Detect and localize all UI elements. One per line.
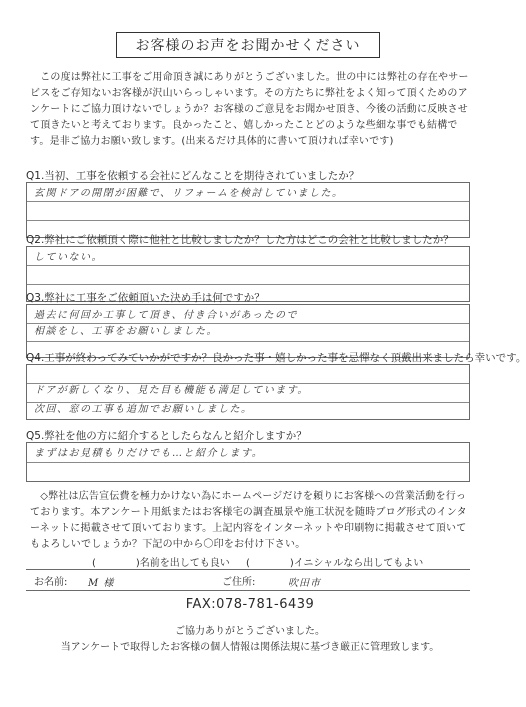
answer-3-line-2: 相談をし、工事をお願いしました。 [34,326,218,337]
publication-notice: ◇弊社は広告宣伝費を極力かけない為にホームページだけを頼りにお客様への営業活動を行っております。本アンケート用紙またはお客様宅の調査風景や施工状況を随時ブログ形式のインターネットに掲載させて頂いております。上記内容をインターネットや印刷物に掲載させて頂いてもよろしいでしょうか？下記の中から〇印をお付け下さい。 [30,491,467,550]
thanks-text: ご協力ありがとうございました。 [175,626,325,637]
customer-info-row [26,569,470,591]
option-initial-only[interactable]: ( )イニシャルなら出してもよい [246,558,424,569]
survey-title: お客様のお声をお聞かせください [135,38,361,54]
answer-4-line-2: 次回、窓の工事も追加でお願いしました。 [34,404,253,415]
option-name-ok[interactable]: ( )名前を出しても良い [92,558,230,569]
survey-title-box [116,32,380,58]
privacy-text: 当アンケートで取得したお客様の個人情報は関係法規に基づき厳正に管理致します。 [60,642,440,653]
fax-number: FAX:078-781-6439 [185,597,315,612]
answer-3-line-1: 過去に何回か工事して頂き、付き合いがあったので [34,310,298,321]
answer-4-line-1: ドアが新しくなり、見た目も機能も満足しています。 [34,385,309,396]
question-4: Q4.工事が終わってみていかがですか？良かった事・嬉しかった事を忌憚なく頂戴出来ましたら幸いです。 [26,352,526,364]
answer-2-line-1: していない。 [34,252,103,263]
answer-1-line-1: 玄関ドアの開閉が困難で、リフォームを検討していました。 [34,188,344,199]
address-value[interactable]: 吹田市 [288,578,321,589]
answer-5-line-1: まずはお見積もりだけでも…と紹介します。 [34,448,264,459]
name-label: お名前: [34,577,68,588]
question-3: Q3.弊社に工事をご依頼頂いた決め手は何ですか？ [26,292,265,304]
name-value[interactable]: M 様 [88,578,115,589]
intro-paragraph: この度は弊社に工事をご用命頂き誠にありがとうございました。世の中には弊社の存在やサービスをご存知ないお客様が沢山いらっしゃいます。その方たちに弊社をよく知って頂くためのアンケートにご協力頂けないでしょうか？お客様のご意見をお聞かせ頂き、今後の活動に反映させて頂きたいと考えております。良かったこと、嬉しかったことどのような些細な事でも結構です。是非ご協力お願い致します。(出来るだけ具体的に書いて頂ければ幸いです) [30,72,469,147]
question-2: Q2.弊社にご依頼頂く際に他社と比較しましたか？した方はどこの会社と比較しましたか？ [26,234,454,246]
address-label: ご住所: [222,577,256,588]
question-5: Q5.弊社を他の方に紹介するとしたらなんと紹介しますか？ [26,430,307,442]
question-1: Q1.当初、工事を依頼する会社にどんなことを期待されていましたか？ [26,170,360,182]
